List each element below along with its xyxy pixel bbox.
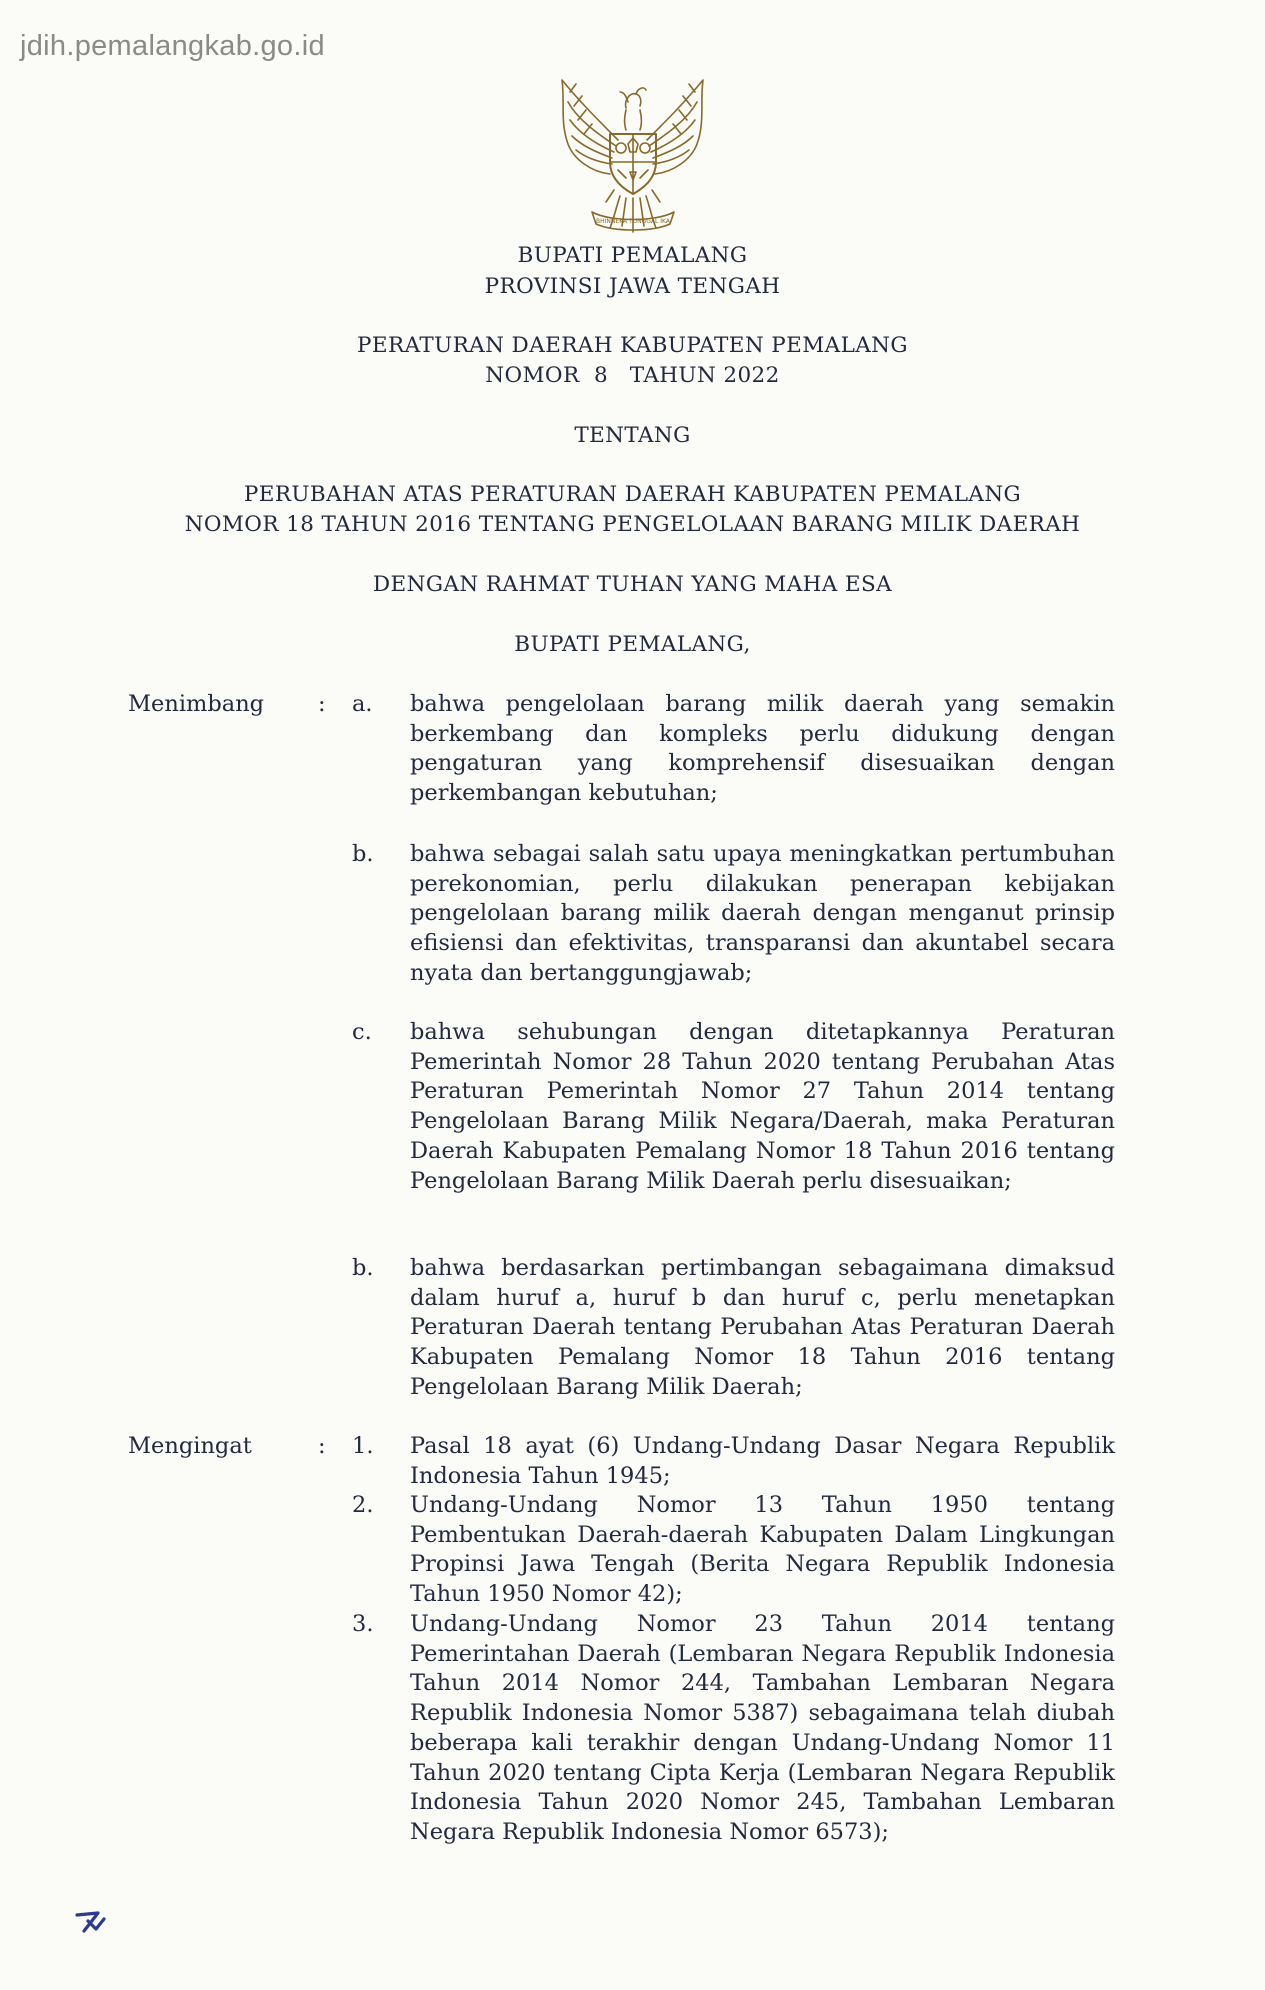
tentang-heading: TENTANG: [574, 423, 691, 448]
garuda-emblem-icon: [540, 62, 725, 252]
authority-statement: BUPATI PEMALANG,: [514, 632, 751, 657]
official-title: BUPATI PEMALANG: [517, 243, 748, 268]
item-text: bahwa sebagai salah satu upaya meningkatkan pertumbuhan perekonomian, perlu dilakukan penerapan kebijakan pengelolaan barang milik daerah dengan menganut prinsip efisiensi dan efektivitas, transparansi dan akuntabel secara nyata dan bertanggungjawab;: [410, 841, 1115, 986]
item-marker: 2.: [352, 1492, 374, 1518]
mengingat-colon: :: [318, 1433, 326, 1459]
item-marker: b.: [352, 841, 374, 867]
regulation-number: NOMOR 8 TAHUN 2022: [485, 363, 780, 388]
regulation-title: PERATURAN DAERAH KABUPATEN PEMALANG: [357, 333, 908, 358]
item-marker: b.: [352, 1255, 374, 1281]
item-text: Pasal 18 ayat (6) Undang-Undang Dasar Negara Republik Indonesia Tahun 1945;: [410, 1433, 1115, 1489]
item-marker: 3.: [352, 1611, 374, 1637]
emblem-motto: BHINNEKA TUNGGAL IKA: [596, 218, 670, 225]
menimbang-colon: :: [318, 691, 326, 717]
watermark: jdih.pemalangkab.go.id: [20, 30, 325, 62]
item-text: Undang-Undang Nomor 13 Tahun 1950 tentang Pembentukan Daerah-daerah Kabupaten Dalam Lingkungan Propinsi Jawa Tengah (Berita Negara Republik Indonesia Tahun 1950 Nomor 42);: [410, 1492, 1115, 1608]
item-marker: 1.: [352, 1433, 374, 1459]
item-marker: a.: [352, 691, 373, 717]
item-text: Undang-Undang Nomor 23 Tahun 2014 tentang Pemerintahan Daerah (Lembaran Negara Republik Indonesia Tahun 2014 Nomor 244, Tambahan Lembaran Negara Republik Indonesia Nomor 5387) sebagaimana telah diubah beberapa kali terakhir dengan Undang-Undang Nomor 11 Tahun 2020 tentang Cipta Kerja (Lembaran Negara Republik Indonesia Tahun 2020 Nomor 245, Tambahan Lembaran Negara Republik Indonesia Nomor 6573);: [410, 1611, 1115, 1845]
subject-line-1: PERUBAHAN ATAS PERATURAN DAERAH KABUPATEN PEMALANG: [243, 482, 1022, 507]
item-text: bahwa berdasarkan pertimbangan sebagaimana dimaksud dalam huruf a, huruf b dan huruf c, perlu menetapkan Peraturan Daerah tentang Perubahan Atas Peraturan Daerah Kabupaten Pemalang Nomor 18 Tahun 2016 tentang Pengelolaan Barang Milik Daerah;: [410, 1255, 1115, 1400]
handwritten-initial-mark-icon: [74, 1907, 108, 1935]
menimbang-label: Menimbang: [128, 691, 265, 717]
grace-statement: DENGAN RAHMAT TUHAN YANG MAHA ESA: [372, 572, 893, 597]
item-marker: c.: [352, 1019, 372, 1045]
province-title: PROVINSI JAWA TENGAH: [484, 274, 781, 299]
item-text: bahwa sehubungan dengan ditetapkannya Peraturan Pemerintah Nomor 28 Tahun 2020 tentang Perubahan Atas Peraturan Pemerintah Nomor 27 Tahun 2014 tentang Pengelolaan Barang Milik Negara/Daerah, maka Peraturan Daerah Kabupaten Pemalang Nomor 18 Tahun 2016 tentang Pengelolaan Barang Milik Daerah perlu disesuaikan;: [410, 1019, 1115, 1194]
mengingat-label: Mengingat: [128, 1433, 252, 1459]
item-text: bahwa pengelolaan barang milik daerah yang semakin berkembang dan kompleks perlu didukung dengan pengaturan yang komprehensif disesuaikan dengan perkembangan kebutuhan;: [410, 691, 1115, 807]
subject-line-2: NOMOR 18 TAHUN 2016 TENTANG PENGELOLAAN BARANG MILIK DAERAH: [184, 512, 1081, 537]
